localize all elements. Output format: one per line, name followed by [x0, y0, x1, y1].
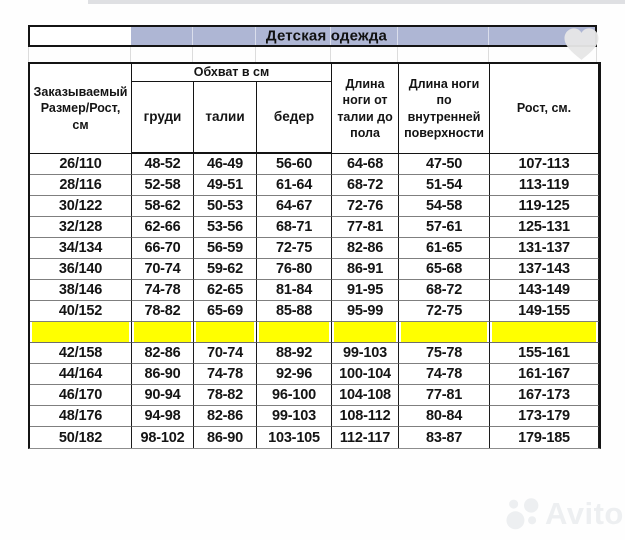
header-hips: бедер [257, 82, 332, 154]
cell: 81-84 [257, 280, 332, 301]
table-row [30, 364, 599, 385]
cell [332, 322, 399, 343]
cell: 108-112 [332, 406, 399, 427]
cell: 74-78 [132, 280, 194, 301]
avito-watermark [506, 495, 624, 533]
gridline [192, 47, 193, 62]
cell: 72-75 [399, 301, 490, 322]
cell [30, 322, 132, 343]
size-table [28, 62, 601, 449]
cell: 86-91 [332, 259, 399, 280]
gridline [28, 47, 29, 62]
cell: 78-82 [194, 385, 257, 406]
table-row [30, 343, 599, 364]
table-row [30, 280, 599, 301]
cell: 119-125 [490, 196, 599, 217]
cell: 65-69 [194, 301, 257, 322]
cell: 50/182 [30, 427, 132, 448]
cell: 77-81 [332, 217, 399, 238]
cell: 61-64 [257, 175, 332, 196]
cell: 57-61 [399, 217, 490, 238]
cell: 53-56 [194, 217, 257, 238]
page-title: Детская одежда [265, 27, 388, 45]
cell: 68-72 [332, 175, 399, 196]
cell: 52-58 [132, 175, 194, 196]
cell: 40/152 [30, 301, 132, 322]
cell: 42/158 [30, 343, 132, 364]
cell: 54-58 [399, 196, 490, 217]
table-row [30, 154, 599, 175]
cell: 74-78 [194, 364, 257, 385]
cell: 149-155 [490, 301, 599, 322]
cell: 62-65 [194, 280, 257, 301]
cell: 38/146 [30, 280, 132, 301]
cell: 44/164 [30, 364, 132, 385]
cell: 90-94 [132, 385, 194, 406]
cell: 64-68 [332, 154, 399, 175]
cell: 91-95 [332, 280, 399, 301]
cell: 70-74 [194, 343, 257, 364]
avito-wordmark: Avito [545, 496, 624, 531]
header-order-size: Заказываемый Размер/Рост, см [30, 64, 132, 154]
cell: 86-90 [194, 427, 257, 448]
table-row [30, 385, 599, 406]
cell: 143-149 [490, 280, 599, 301]
cell: 131-137 [490, 238, 599, 259]
header-leg-waist-to-floor: Длина ноги от талии до пола [332, 64, 399, 154]
cell: 113-119 [490, 175, 599, 196]
table-row [30, 406, 599, 427]
cell: 72-75 [257, 238, 332, 259]
cell [194, 322, 257, 343]
gridline [397, 47, 398, 62]
cell: 49-51 [194, 175, 257, 196]
table-row [30, 259, 599, 280]
cell: 70-74 [132, 259, 194, 280]
cell [132, 322, 194, 343]
cell: 66-70 [132, 238, 194, 259]
avito-logo-icon [506, 496, 542, 532]
gridline [330, 47, 331, 62]
header-waist: талии [194, 82, 257, 154]
separator-row [30, 322, 599, 343]
header-height: Рост, см. [490, 64, 599, 154]
cell: 48/176 [30, 406, 132, 427]
cell: 88-92 [257, 343, 332, 364]
cell: 68-72 [399, 280, 490, 301]
cell: 34/134 [30, 238, 132, 259]
table-body [30, 154, 599, 448]
cell: 95-99 [332, 301, 399, 322]
cell: 173-179 [490, 406, 599, 427]
table-row [30, 217, 599, 238]
cell: 161-167 [490, 364, 599, 385]
cell: 48-52 [132, 154, 194, 175]
cell: 82-86 [332, 238, 399, 259]
cell: 26/110 [30, 154, 132, 175]
cell: 72-76 [332, 196, 399, 217]
cell: 112-117 [332, 427, 399, 448]
cell: 103-105 [257, 427, 332, 448]
cell: 64-67 [257, 196, 332, 217]
cell: 78-82 [132, 301, 194, 322]
cell: 86-90 [132, 364, 194, 385]
cell: 76-80 [257, 259, 332, 280]
gridline [255, 47, 256, 62]
gridline [130, 47, 131, 62]
cell: 32/128 [30, 217, 132, 238]
cell: 56-60 [257, 154, 332, 175]
cell: 68-71 [257, 217, 332, 238]
table-row [30, 196, 599, 217]
header-leg-inner-surface: Длина ноги по внутренней поверхности [399, 64, 490, 154]
gridline [488, 47, 489, 62]
cell: 83-87 [399, 427, 490, 448]
cell: 85-88 [257, 301, 332, 322]
cell: 107-113 [490, 154, 599, 175]
cell: 46/170 [30, 385, 132, 406]
cell: 28/116 [30, 175, 132, 196]
cell: 92-96 [257, 364, 332, 385]
cell: 77-81 [399, 385, 490, 406]
cell: 104-108 [332, 385, 399, 406]
table-row [30, 427, 599, 448]
cell: 96-100 [257, 385, 332, 406]
cell: 155-161 [490, 343, 599, 364]
cell [257, 322, 332, 343]
top-edge-shadow [88, 0, 625, 4]
table-row [30, 301, 599, 322]
cell: 167-173 [490, 385, 599, 406]
cell: 82-86 [132, 343, 194, 364]
table-row [30, 175, 599, 196]
cell: 30/122 [30, 196, 132, 217]
cell [399, 322, 490, 343]
table-row [30, 238, 599, 259]
cell: 75-78 [399, 343, 490, 364]
cell: 137-143 [490, 259, 599, 280]
cell: 94-98 [132, 406, 194, 427]
cell: 59-62 [194, 259, 257, 280]
cell: 98-102 [132, 427, 194, 448]
cell: 125-131 [490, 217, 599, 238]
cell: 56-59 [194, 238, 257, 259]
cell: 82-86 [194, 406, 257, 427]
cell: 62-66 [132, 217, 194, 238]
cell: 179-185 [490, 427, 599, 448]
cell [490, 322, 599, 343]
cell: 61-65 [399, 238, 490, 259]
cell: 47-50 [399, 154, 490, 175]
cell: 36/140 [30, 259, 132, 280]
title-bar [28, 25, 597, 47]
favorite-heart-icon[interactable] [563, 27, 600, 61]
cell: 50-53 [194, 196, 257, 217]
cell: 99-103 [332, 343, 399, 364]
cell: 80-84 [399, 406, 490, 427]
cell: 65-68 [399, 259, 490, 280]
cell: 46-49 [194, 154, 257, 175]
cell: 100-104 [332, 364, 399, 385]
cell: 58-62 [132, 196, 194, 217]
cell: 74-78 [399, 364, 490, 385]
header-girth-group: Обхват в см [132, 64, 332, 82]
header-chest: груди [132, 82, 194, 154]
cell: 99-103 [257, 406, 332, 427]
cell: 51-54 [399, 175, 490, 196]
